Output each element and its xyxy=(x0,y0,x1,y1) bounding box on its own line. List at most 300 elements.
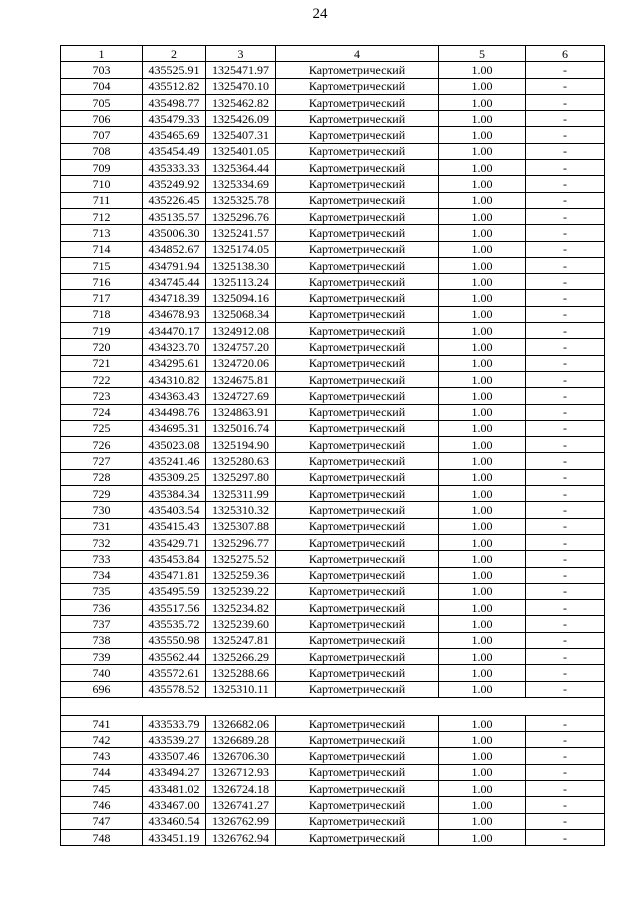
table-cell: 734 xyxy=(61,567,143,583)
table-cell: - xyxy=(526,420,605,436)
table-cell: 1.00 xyxy=(439,567,526,583)
table-cell: 435333.33 xyxy=(143,160,206,176)
table-cell: - xyxy=(526,127,605,143)
table-row xyxy=(61,78,605,94)
table-cell: Картометрический xyxy=(276,583,439,599)
table-cell: 435249.92 xyxy=(143,176,206,192)
table-cell: 1325234.82 xyxy=(206,600,276,616)
table-cell: 1324912.08 xyxy=(206,323,276,339)
table-cell: 435384.34 xyxy=(143,486,206,502)
table-cell: 1325307.88 xyxy=(206,518,276,534)
table-cell: - xyxy=(526,665,605,681)
table-row xyxy=(61,518,605,534)
table-cell: - xyxy=(526,453,605,469)
table-row xyxy=(61,813,605,829)
table-cell: 1.00 xyxy=(439,208,526,224)
table-cell: 1.00 xyxy=(439,420,526,436)
table-cell: - xyxy=(526,748,605,764)
table-cell: 1325094.16 xyxy=(206,290,276,306)
table-cell: 1.00 xyxy=(439,339,526,355)
table-cell: - xyxy=(526,616,605,632)
table-cell: Картометрический xyxy=(276,94,439,110)
table-row xyxy=(61,534,605,550)
table-cell: Картометрический xyxy=(276,290,439,306)
table-cell: - xyxy=(526,681,605,697)
table-cell: Картометрический xyxy=(276,665,439,681)
table-cell: 435471.81 xyxy=(143,567,206,583)
table-cell: 1325241.57 xyxy=(206,225,276,241)
table-cell: 740 xyxy=(61,665,143,681)
table-cell: - xyxy=(526,486,605,502)
table-cell: 1.00 xyxy=(439,551,526,567)
table-cell: Картометрический xyxy=(276,404,439,420)
table-cell: - xyxy=(526,323,605,339)
table-cell: Картометрический xyxy=(276,681,439,697)
table-cell: 711 xyxy=(61,192,143,208)
table-row xyxy=(61,781,605,797)
table-cell: 736 xyxy=(61,600,143,616)
table-cell: Картометрический xyxy=(276,388,439,404)
table-cell: 1.00 xyxy=(439,502,526,518)
table-cell: 1.00 xyxy=(439,518,526,534)
table-cell: 1325310.32 xyxy=(206,502,276,518)
table-cell: - xyxy=(526,176,605,192)
table-row xyxy=(61,290,605,306)
table-cell: 1.00 xyxy=(439,732,526,748)
table-cell: 1.00 xyxy=(439,323,526,339)
table-cell: 435226.45 xyxy=(143,192,206,208)
table-cell: Картометрический xyxy=(276,469,439,485)
table-cell: 1.00 xyxy=(439,388,526,404)
table-cell: 1324720.06 xyxy=(206,355,276,371)
table-cell: 723 xyxy=(61,388,143,404)
table-cell: 1326682.06 xyxy=(206,715,276,731)
table-cell: 435309.25 xyxy=(143,469,206,485)
table-cell: 435495.59 xyxy=(143,583,206,599)
table-cell: Картометрический xyxy=(276,732,439,748)
table-row xyxy=(61,306,605,322)
table-cell: Картометрический xyxy=(276,192,439,208)
table-cell: Картометрический xyxy=(276,306,439,322)
table-cell: Картометрический xyxy=(276,648,439,664)
table-cell: 717 xyxy=(61,290,143,306)
table-cell: 1325401.05 xyxy=(206,143,276,159)
table-cell: 716 xyxy=(61,274,143,290)
table-row xyxy=(61,551,605,567)
table-row xyxy=(61,437,605,453)
table-cell: 435479.33 xyxy=(143,111,206,127)
table-cell: 728 xyxy=(61,469,143,485)
table-cell: 737 xyxy=(61,616,143,632)
table-row xyxy=(61,241,605,257)
table-cell: 433533.79 xyxy=(143,715,206,731)
table-cell: 739 xyxy=(61,648,143,664)
table-cell: 435006.30 xyxy=(143,225,206,241)
table-cell: Картометрический xyxy=(276,764,439,780)
table-cell: - xyxy=(526,404,605,420)
table-row xyxy=(61,404,605,420)
table-cell: 1325426.09 xyxy=(206,111,276,127)
table-cell: 1325334.69 xyxy=(206,176,276,192)
table-cell: 435578.52 xyxy=(143,681,206,697)
table-row xyxy=(61,648,605,664)
column-header: 3 xyxy=(206,46,276,62)
table-row xyxy=(61,453,605,469)
coordinates-table xyxy=(60,45,605,846)
table-cell: - xyxy=(526,648,605,664)
table-cell: - xyxy=(526,306,605,322)
table-cell: 1325296.76 xyxy=(206,208,276,224)
table-cell: 714 xyxy=(61,241,143,257)
table-row xyxy=(61,567,605,583)
table-cell: - xyxy=(526,518,605,534)
table-cell: 435498.77 xyxy=(143,94,206,110)
table-cell: 1.00 xyxy=(439,813,526,829)
table-cell: Картометрический xyxy=(276,208,439,224)
table-cell: 1.00 xyxy=(439,371,526,387)
table-cell: Картометрический xyxy=(276,62,439,78)
table-cell: 434695.31 xyxy=(143,420,206,436)
table-cell: 705 xyxy=(61,94,143,110)
table-cell: - xyxy=(526,143,605,159)
table-cell: - xyxy=(526,371,605,387)
table-cell: - xyxy=(526,583,605,599)
table-cell: - xyxy=(526,781,605,797)
table-cell: 730 xyxy=(61,502,143,518)
table-cell: - xyxy=(526,160,605,176)
table-cell: - xyxy=(526,257,605,273)
column-header: 4 xyxy=(276,46,439,62)
table-cell: Картометрический xyxy=(276,632,439,648)
table-cell: Картометрический xyxy=(276,274,439,290)
separator-row xyxy=(61,697,605,715)
table-cell: 433467.00 xyxy=(143,797,206,813)
table-cell: 1.00 xyxy=(439,453,526,469)
table-cell: 715 xyxy=(61,257,143,273)
table-row xyxy=(61,715,605,731)
table-cell: 725 xyxy=(61,420,143,436)
table-cell: 719 xyxy=(61,323,143,339)
table-cell: - xyxy=(526,225,605,241)
table-cell: 1.00 xyxy=(439,127,526,143)
table-cell: - xyxy=(526,388,605,404)
table-cell: 1.00 xyxy=(439,715,526,731)
table-cell: Картометрический xyxy=(276,78,439,94)
table-cell: - xyxy=(526,567,605,583)
table-cell: 1326741.27 xyxy=(206,797,276,813)
table-cell: 1325296.77 xyxy=(206,534,276,550)
table-cell: Картометрический xyxy=(276,551,439,567)
table-cell: 434310.82 xyxy=(143,371,206,387)
table-cell: 435415.43 xyxy=(143,518,206,534)
table-cell: 743 xyxy=(61,748,143,764)
table-cell: 1325280.63 xyxy=(206,453,276,469)
table-cell: Картометрический xyxy=(276,420,439,436)
table-cell: 1.00 xyxy=(439,290,526,306)
table-cell: 718 xyxy=(61,306,143,322)
table-cell: 1.00 xyxy=(439,160,526,176)
table-cell: Картометрический xyxy=(276,715,439,731)
table-row xyxy=(61,502,605,518)
table-cell: - xyxy=(526,78,605,94)
table-cell: 1.00 xyxy=(439,176,526,192)
table-cell: 1.00 xyxy=(439,355,526,371)
table-cell: 1325239.60 xyxy=(206,616,276,632)
table-cell: Картометрический xyxy=(276,486,439,502)
table-cell: - xyxy=(526,600,605,616)
table-cell: - xyxy=(526,94,605,110)
table-cell: 731 xyxy=(61,518,143,534)
table-cell: 1325325.78 xyxy=(206,192,276,208)
table-cell: 1.00 xyxy=(439,225,526,241)
table-cell: 704 xyxy=(61,78,143,94)
table-cell: 435135.57 xyxy=(143,208,206,224)
table-cell: Картометрический xyxy=(276,437,439,453)
table-cell: 1.00 xyxy=(439,469,526,485)
table-cell: 742 xyxy=(61,732,143,748)
table-cell: Картометрический xyxy=(276,797,439,813)
table-cell: 1.00 xyxy=(439,94,526,110)
table-cell: - xyxy=(526,632,605,648)
table-cell: 712 xyxy=(61,208,143,224)
table-cell: 1.00 xyxy=(439,306,526,322)
table-cell: 744 xyxy=(61,764,143,780)
table-row xyxy=(61,62,605,78)
table-cell: - xyxy=(526,797,605,813)
table-cell: 741 xyxy=(61,715,143,731)
table-cell: - xyxy=(526,534,605,550)
column-header: 2 xyxy=(143,46,206,62)
table-cell: 1325259.36 xyxy=(206,567,276,583)
table-cell: 713 xyxy=(61,225,143,241)
table-cell: 722 xyxy=(61,371,143,387)
table-cell: 1.00 xyxy=(439,78,526,94)
table-cell: 1324675.81 xyxy=(206,371,276,387)
table-cell: 1.00 xyxy=(439,781,526,797)
table-cell: 1325288.66 xyxy=(206,665,276,681)
table-cell: 747 xyxy=(61,813,143,829)
table-cell: 434363.43 xyxy=(143,388,206,404)
column-header: 1 xyxy=(61,46,143,62)
table-cell: Картометрический xyxy=(276,567,439,583)
table-cell: 710 xyxy=(61,176,143,192)
table-row xyxy=(61,371,605,387)
table-cell: 1.00 xyxy=(439,681,526,697)
table-cell: Картометрический xyxy=(276,225,439,241)
table-cell: 1.00 xyxy=(439,257,526,273)
table-cell: 1324757.20 xyxy=(206,339,276,355)
table-cell: 433494.27 xyxy=(143,764,206,780)
table-row xyxy=(61,583,605,599)
table-cell: Картометрический xyxy=(276,371,439,387)
table-cell: 435454.49 xyxy=(143,143,206,159)
table-cell: 1.00 xyxy=(439,437,526,453)
table-cell: 433481.02 xyxy=(143,781,206,797)
table-cell: 703 xyxy=(61,62,143,78)
table-cell: 1326724.18 xyxy=(206,781,276,797)
table-row xyxy=(61,632,605,648)
table-cell: Картометрический xyxy=(276,829,439,845)
table-row xyxy=(61,486,605,502)
table-row xyxy=(61,94,605,110)
table-cell: 706 xyxy=(61,111,143,127)
table-cell: 724 xyxy=(61,404,143,420)
table-row xyxy=(61,665,605,681)
table-row xyxy=(61,192,605,208)
table-cell: 709 xyxy=(61,160,143,176)
table-row xyxy=(61,323,605,339)
table-cell: 435429.71 xyxy=(143,534,206,550)
table-cell: 435512.82 xyxy=(143,78,206,94)
table-cell: 1.00 xyxy=(439,583,526,599)
table-cell: 435465.69 xyxy=(143,127,206,143)
table-cell: Картометрический xyxy=(276,453,439,469)
table-cell: 435535.72 xyxy=(143,616,206,632)
table-cell: 1.00 xyxy=(439,829,526,845)
table-cell: 434718.39 xyxy=(143,290,206,306)
table-row xyxy=(61,732,605,748)
table-row xyxy=(61,143,605,159)
table-cell: 434678.93 xyxy=(143,306,206,322)
table-cell: 1.00 xyxy=(439,486,526,502)
table-row xyxy=(61,176,605,192)
table-row xyxy=(61,388,605,404)
table-cell: - xyxy=(526,274,605,290)
table-cell: - xyxy=(526,813,605,829)
table-cell: 696 xyxy=(61,681,143,697)
table-cell: 1324863.91 xyxy=(206,404,276,420)
table-row xyxy=(61,681,605,697)
table-cell: Картометрический xyxy=(276,355,439,371)
table-cell: 433451.19 xyxy=(143,829,206,845)
table-cell: 732 xyxy=(61,534,143,550)
table-cell: 1.00 xyxy=(439,274,526,290)
table-cell: Картометрический xyxy=(276,748,439,764)
table-cell: Картометрический xyxy=(276,323,439,339)
table-body xyxy=(61,62,605,846)
table-cell: 435550.98 xyxy=(143,632,206,648)
table-cell: 1.00 xyxy=(439,143,526,159)
table-cell: - xyxy=(526,502,605,518)
table-cell: 434498.76 xyxy=(143,404,206,420)
table-cell: 1326762.99 xyxy=(206,813,276,829)
table-cell: 1325247.81 xyxy=(206,632,276,648)
table-cell: 434791.94 xyxy=(143,257,206,273)
table-row xyxy=(61,829,605,845)
table-cell: 1326762.94 xyxy=(206,829,276,845)
table-cell: 1325266.29 xyxy=(206,648,276,664)
table-cell: 1325138.30 xyxy=(206,257,276,273)
table-cell: 434852.67 xyxy=(143,241,206,257)
table-cell: 1325471.97 xyxy=(206,62,276,78)
table-cell: 1.00 xyxy=(439,404,526,420)
table-row xyxy=(61,339,605,355)
table-cell: 1325297.80 xyxy=(206,469,276,485)
table-cell: Картометрический xyxy=(276,257,439,273)
table-cell: 434295.61 xyxy=(143,355,206,371)
table-cell: 1.00 xyxy=(439,192,526,208)
table-cell: 435517.56 xyxy=(143,600,206,616)
table-cell: Картометрический xyxy=(276,176,439,192)
table-cell: 1325364.44 xyxy=(206,160,276,176)
table-cell: 435453.84 xyxy=(143,551,206,567)
table-cell: - xyxy=(526,111,605,127)
table-cell: 738 xyxy=(61,632,143,648)
table-cell: 745 xyxy=(61,781,143,797)
table-cell: 1325407.31 xyxy=(206,127,276,143)
table-cell: 435241.46 xyxy=(143,453,206,469)
table-row xyxy=(61,160,605,176)
table-cell: Картометрический xyxy=(276,127,439,143)
table-cell: 434323.70 xyxy=(143,339,206,355)
table-cell: Картометрический xyxy=(276,160,439,176)
table-cell: 434470.17 xyxy=(143,323,206,339)
table-cell: 1325310.11 xyxy=(206,681,276,697)
table-cell: 1.00 xyxy=(439,665,526,681)
table-cell: Картометрический xyxy=(276,339,439,355)
table-row xyxy=(61,797,605,813)
table-cell: - xyxy=(526,192,605,208)
table-cell: Картометрический xyxy=(276,143,439,159)
table-cell: 721 xyxy=(61,355,143,371)
table-cell: 708 xyxy=(61,143,143,159)
table-cell: 1326689.28 xyxy=(206,732,276,748)
table-row xyxy=(61,748,605,764)
table-cell: 435562.44 xyxy=(143,648,206,664)
table-cell: 735 xyxy=(61,583,143,599)
table-cell: 707 xyxy=(61,127,143,143)
table-row xyxy=(61,355,605,371)
table-cell: Картометрический xyxy=(276,241,439,257)
table-cell: 1325016.74 xyxy=(206,420,276,436)
table-row xyxy=(61,420,605,436)
table-cell: 433539.27 xyxy=(143,732,206,748)
table-cell: Картометрический xyxy=(276,813,439,829)
table-cell: - xyxy=(526,764,605,780)
table-cell: 1.00 xyxy=(439,632,526,648)
table-cell: 1325275.52 xyxy=(206,551,276,567)
table-cell: 1.00 xyxy=(439,648,526,664)
table-cell: 435023.08 xyxy=(143,437,206,453)
table-cell: - xyxy=(526,551,605,567)
table-row xyxy=(61,274,605,290)
table-cell: - xyxy=(526,469,605,485)
table-cell: Картометрический xyxy=(276,616,439,632)
table-cell: 1325113.24 xyxy=(206,274,276,290)
table-row xyxy=(61,225,605,241)
table-cell: 1325174.05 xyxy=(206,241,276,257)
table-cell: 1325311.99 xyxy=(206,486,276,502)
table-cell: 727 xyxy=(61,453,143,469)
table-cell: - xyxy=(526,208,605,224)
table-cell: - xyxy=(526,339,605,355)
table-cell: Картометрический xyxy=(276,534,439,550)
table-cell: 1325470.10 xyxy=(206,78,276,94)
table-cell: 1.00 xyxy=(439,616,526,632)
header-row xyxy=(61,46,605,62)
table-cell: - xyxy=(526,829,605,845)
table-cell: - xyxy=(526,290,605,306)
table-cell: 1324727.69 xyxy=(206,388,276,404)
table-cell: 433507.46 xyxy=(143,748,206,764)
table-cell: 1325239.22 xyxy=(206,583,276,599)
table-cell: 1.00 xyxy=(439,764,526,780)
table-cell: 1.00 xyxy=(439,748,526,764)
table-cell: - xyxy=(526,732,605,748)
table-cell: - xyxy=(526,437,605,453)
table-cell: Картометрический xyxy=(276,518,439,534)
table-cell: 746 xyxy=(61,797,143,813)
